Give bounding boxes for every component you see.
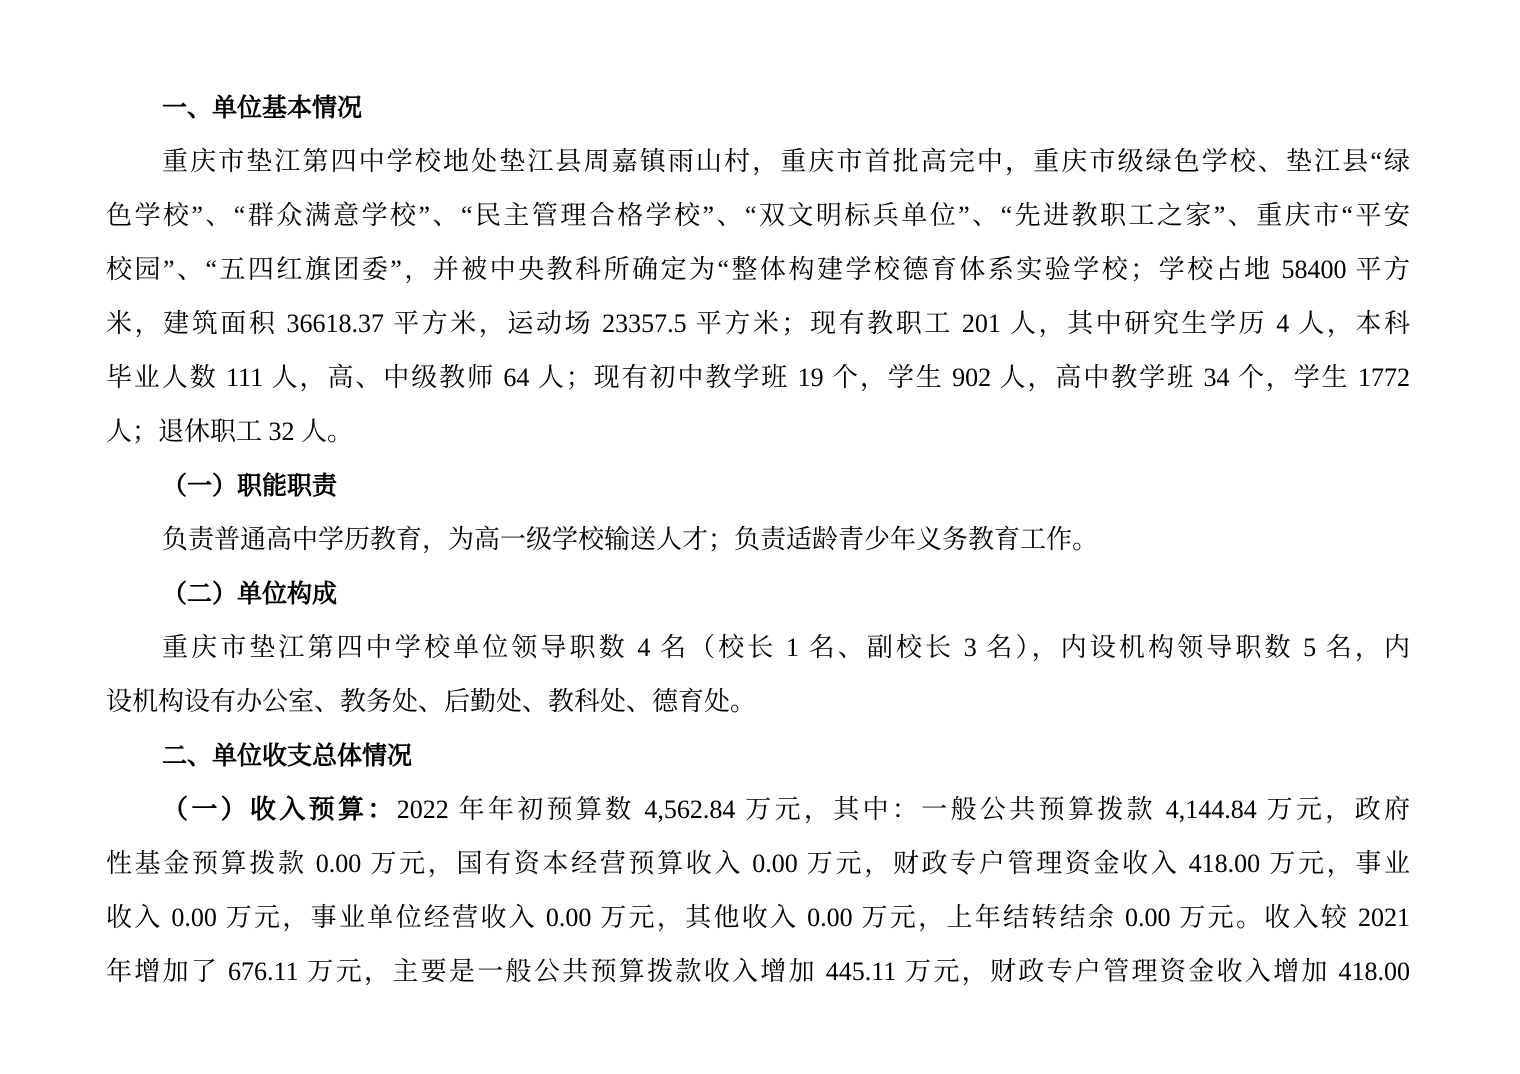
income-budget-paragraph (106, 783, 1410, 999)
paragraph-line: 米，建筑面积 36618.37 平方米，运动场 23357.5 平方米；现有教职工 201 人，其中研究生学历 4 人，本科 (106, 309, 1410, 338)
paragraph-line: 人；退休职工 32 人。 (106, 417, 354, 446)
section-1-heading: 一、单位基本情况 (162, 93, 363, 122)
paragraph-line: 重庆市垫江第四中学校地处垫江县周嘉镇雨山村，重庆市首批高完中，重庆市级绿色学校、垫江县“绿 (162, 147, 1410, 176)
paragraph-line: 重庆市垫江第四中学校单位领导职数 4 名（校长 1 名、副校长 3 名），内设机构领导职数 5 名，内 (162, 633, 1410, 662)
paragraph-line: 性基金预算拨款 0.00 万元，国有资本经营预算收入 0.00 万元，财政专户管理资金收入 418.00 万元，事业 (106, 849, 1410, 878)
structure-heading: （二）单位构成 (162, 579, 338, 608)
document-page (106, 81, 1410, 999)
paragraph-line: 年增加了 676.11 万元，主要是一般公共预算拨款收入增加 445.11 万元，财政专户管理资金收入增加 418.00 (106, 957, 1410, 986)
income-budget-label: （一）收入预算： (162, 795, 397, 825)
paragraph-line: 色学校”、“群众满意学校”、“民主管理合格学校”、“双文明标兵单位”、“先进教职工之家”、重庆市“平安 (106, 201, 1410, 230)
paragraph-line: 毕业人数 111 人，高、中级教师 64 人；现有初中教学班 19 个，学生 902 人，高中教学班 34 个，学生 1772 (106, 363, 1410, 392)
duties-paragraph: 负责普通高中学历教育，为高一级学校输送人才；负责适龄青少年义务教育工作。 (162, 525, 1099, 554)
income-budget-text: 2022 年年初预算数 4,562.84 万元，其中：一般公共预算拨款 4,144.84 万元，政府 (396, 795, 1410, 824)
structure-paragraph (106, 621, 1410, 729)
duties-heading: （一）职能职责 (162, 471, 338, 500)
section-2-heading: 二、单位收支总体情况 (162, 741, 413, 770)
paragraph-line: 收入 0.00 万元，事业单位经营收入 0.00 万元，其他收入 0.00 万元，上年结转结余 0.00 万元。收入较 2021 (106, 903, 1410, 932)
paragraph-line: 校园”、“五四红旗团委”，并被中央教科所确定为“整体构建学校德育体系实验学校；学校占地 58400 平方 (106, 255, 1410, 284)
paragraph-line (106, 783, 1410, 837)
paragraph-line: 设机构设有办公室、教务处、后勤处、教科处、德育处。 (106, 687, 757, 716)
school-intro-paragraph (106, 135, 1410, 459)
